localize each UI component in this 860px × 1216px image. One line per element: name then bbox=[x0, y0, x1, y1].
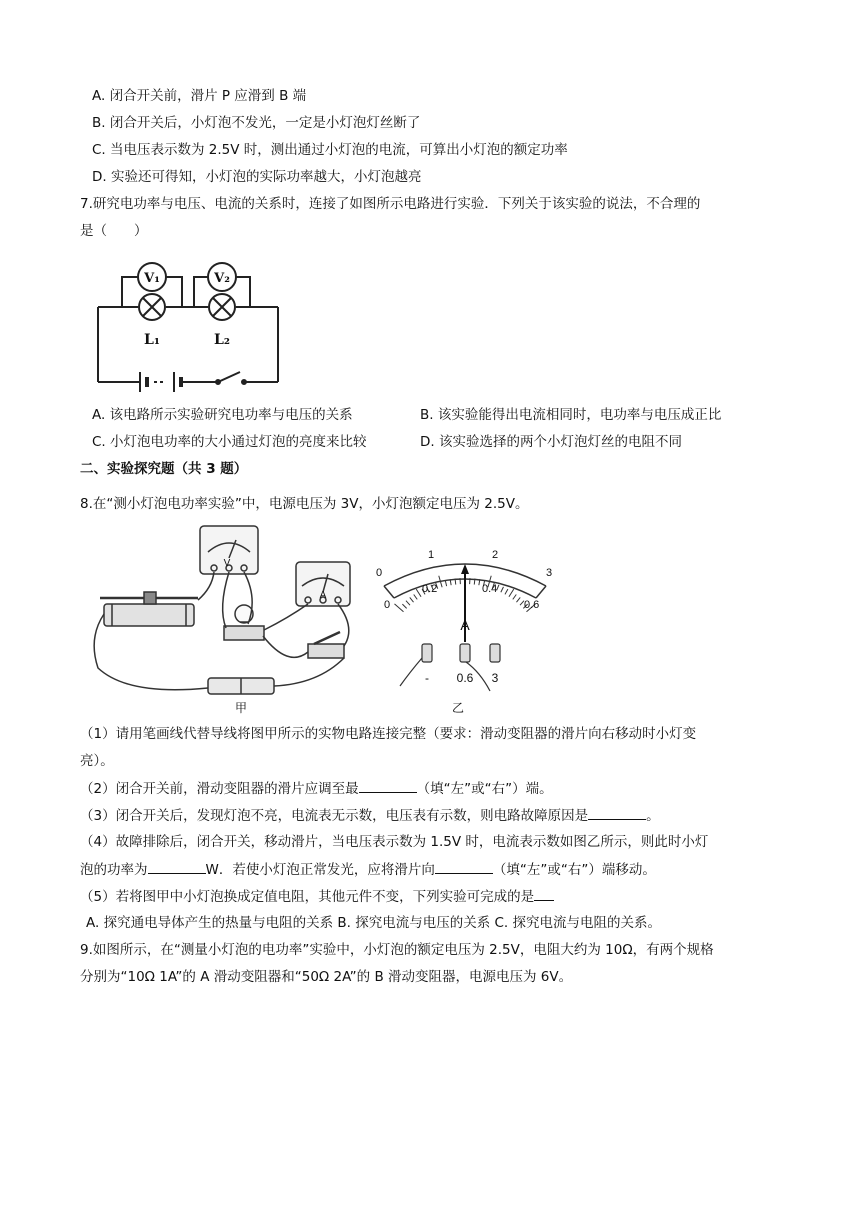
dial-tick bbox=[509, 589, 514, 597]
dial-tick bbox=[416, 589, 421, 597]
top-scale-1: 1 bbox=[428, 549, 435, 561]
q8-part2-pre: （2）闭合开关前，滑动变阻器的滑片应调至最 bbox=[80, 781, 359, 797]
l1-label: L₁ bbox=[144, 332, 160, 348]
dial-tick bbox=[394, 604, 403, 612]
q7-option-a: A. 该电路所示实验研究电功率与电压的关系 bbox=[92, 407, 353, 423]
q6-option-a: A. 闭合开关前，滑片 P 应滑到 B 端 bbox=[92, 88, 307, 104]
q8-part3-pre: （3）闭合开关后，发现灯泡不亮，电流表无示数，电压表有示数，则电路故障原因是 bbox=[80, 808, 589, 824]
q7-option-d: D. 该实验选择的两个小灯泡灯丝的电阻不同 bbox=[420, 434, 682, 450]
terminal-neg: - bbox=[425, 671, 429, 685]
terminal-06: 0.6 bbox=[456, 671, 474, 685]
q8-part4-blank-power[interactable] bbox=[148, 859, 206, 874]
dial-tick bbox=[410, 597, 414, 602]
q8-part4-pre: 泡的功率为 bbox=[80, 862, 148, 878]
top-scale-0: 0 bbox=[376, 567, 383, 579]
top-scale-3: 3 bbox=[546, 567, 553, 579]
q8-stem: 8.在“测小灯泡电功率实验”中，电源电压为 3V，小灯泡额定电压为 2.5V。 bbox=[80, 496, 529, 512]
q8-part3 bbox=[80, 805, 660, 826]
dial-tick bbox=[445, 580, 446, 586]
meter-unit: A bbox=[460, 617, 470, 633]
dial-tick bbox=[474, 579, 475, 585]
dial-tick bbox=[402, 604, 406, 608]
q6-option-b: B. 闭合开关后，小灯泡不发光，一定是小灯泡灯丝断了 bbox=[92, 115, 421, 131]
q8-part2 bbox=[80, 778, 553, 799]
q7-option-c: C. 小灯泡电功率的大小通过灯泡的亮度来比较 bbox=[92, 434, 367, 450]
q9-line1: 9.如图所示，在“测量小灯泡的电功率”实验中，小灯泡的额定电压为 2.5V，电阻大约为 10Ω，有两个规格 bbox=[80, 942, 714, 958]
dial-tick bbox=[516, 597, 520, 602]
dial-tick bbox=[414, 594, 417, 599]
fig-yi-caption: 乙 bbox=[451, 701, 465, 715]
v1-label: V₁ bbox=[144, 271, 160, 286]
top-scale-2: 2 bbox=[492, 549, 499, 561]
q8-part1-line2: 亮）。 bbox=[80, 753, 114, 769]
q8-part4-line1: （4）故障排除后，闭合开关，移动滑片，当电压表示数为 1.5V 时，电流表示数如图乙所示，则此时小灯 bbox=[80, 834, 709, 850]
q8-part1-line1: （1）请用笔画线代替导线将图甲所示的实物电路连接完整（要求：滑动变阻器的滑片向右移动时小灯变 bbox=[80, 726, 697, 742]
dial-tick bbox=[513, 594, 516, 599]
section-title: 二、实验探究题（共 3 题） bbox=[80, 461, 248, 477]
q8-part5 bbox=[80, 886, 554, 907]
q7-circuit-diagram bbox=[90, 252, 290, 397]
q7-option-b: B. 该实验能得出电流相同时，电功率与电压成正比 bbox=[420, 407, 722, 423]
q8-part4-line2 bbox=[80, 859, 656, 880]
q8-part5-blank[interactable] bbox=[534, 886, 554, 901]
dial-tick bbox=[406, 601, 410, 605]
q8-part5-text: （5）若将图甲中小灯泡换成定值电阻，其他元件不变，下列实验可完成的是 bbox=[80, 889, 535, 905]
fig-jia-caption: 甲 bbox=[234, 701, 248, 715]
dial-tick bbox=[501, 587, 504, 592]
q6-option-d: D. 实验还可得知，小灯泡的实际功率越大，小灯泡越亮 bbox=[92, 169, 422, 185]
v2-label: V₂ bbox=[214, 271, 230, 286]
q8-part4-blank-direction[interactable] bbox=[435, 859, 493, 874]
bottom-scale-1: 0.2 bbox=[422, 583, 438, 595]
q8-part2-blank[interactable] bbox=[359, 778, 417, 793]
q8-part3-post: 。 bbox=[646, 808, 660, 824]
svg-text:A: A bbox=[319, 590, 327, 601]
q9-line2: 分别为“10Ω 1A”的 A 滑动变阻器和“50Ω 2A”的 B 滑动变阻器，电源电压为 6V。 bbox=[80, 969, 573, 985]
q8-part3-blank[interactable] bbox=[588, 805, 646, 820]
q8-part5-options: A. 探究通电导体产生的热量与电阻的关系 B. 探究电流与电压的关系 C. 探究电流与电阻的关系。 bbox=[86, 915, 662, 931]
bottom-scale-2: 0.4 bbox=[482, 583, 498, 595]
q7-stem-line2: 是（ ） bbox=[80, 223, 148, 239]
q8-part4-post: （填“左”或“右”）端移动。 bbox=[492, 862, 656, 878]
q6-option-c: C. 当电压表示数为 2.5V 时，测出通过小灯泡的电流，可算出小灯泡的额定功率 bbox=[92, 142, 568, 158]
dial-tick bbox=[505, 589, 508, 594]
q8-part2-post: （填“左”或“右”）端。 bbox=[416, 781, 553, 797]
bottom-scale-3: 0.6 bbox=[524, 599, 540, 611]
l2-label: L₂ bbox=[214, 332, 230, 348]
terminal-3: 3 bbox=[491, 671, 499, 685]
q7-stem-line1: 7.研究电功率与电压、电流的关系时，连接了如图所示电路进行实验．下列关于该实验的说法，不合理的 bbox=[80, 196, 701, 212]
q8-part4-mid: W．若使小灯泡正常发光，应将滑片向 bbox=[205, 862, 435, 878]
q8-figure-jia bbox=[88, 518, 360, 716]
q8-figure-yi bbox=[370, 546, 560, 716]
bottom-scale-0: 0 bbox=[384, 599, 391, 611]
svg-text:V: V bbox=[223, 558, 231, 569]
dial-tick bbox=[455, 579, 456, 585]
